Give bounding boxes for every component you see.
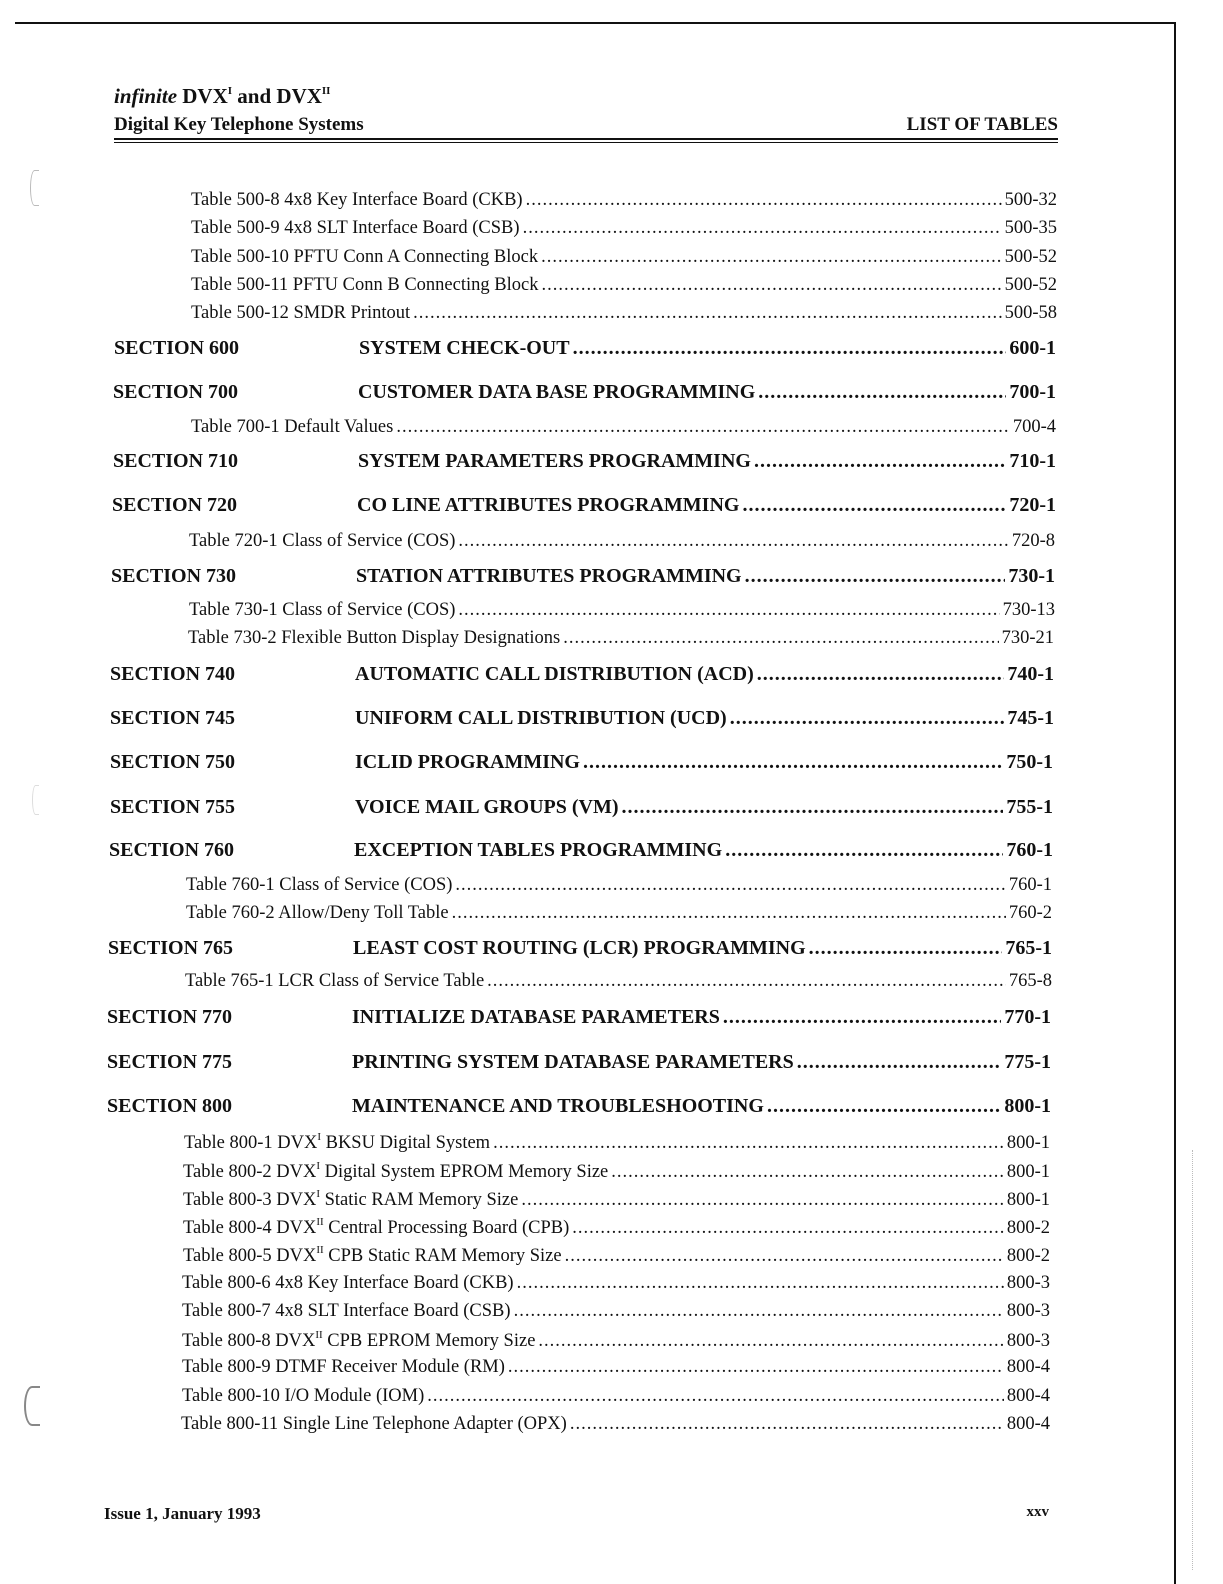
toc-table-entry: [191, 303, 1057, 324]
dot-leader: [583, 751, 1003, 774]
entry-page-number: 720-8: [1011, 531, 1055, 551]
dot-leader: [538, 1331, 1003, 1352]
scan-artifact: [1192, 1150, 1193, 1570]
document-subtitle: Digital Key Telephone Systems: [114, 114, 364, 135]
entry-title: Table 800-6 4x8 Key Interface Board (CKB): [182, 1273, 514, 1293]
dot-leader: [754, 450, 1006, 473]
entry-page-number: 760-1: [1008, 875, 1052, 895]
entry-page-number: 800-4: [1006, 1357, 1050, 1377]
entry-title: INITIALIZE DATABASE PARAMETERS: [352, 1006, 720, 1028]
entry-title: SYSTEM CHECK-OUT: [359, 337, 570, 359]
dot-leader: [458, 600, 999, 621]
entry-title: UNIFORM CALL DISTRIBUTION (UCD): [355, 707, 727, 729]
entry-title-superscript: I: [316, 1188, 320, 1200]
page-footer: [104, 1504, 1049, 1524]
dot-leader: [758, 381, 1006, 404]
entry-page-number: 800-3: [1006, 1331, 1050, 1351]
entry-page-number: 755-1: [1006, 796, 1053, 818]
entry-title: Table 500-11 PFTU Conn B Connecting Block: [191, 275, 539, 295]
section-number: SECTION 740: [110, 663, 236, 685]
section-number: SECTION 745: [110, 707, 236, 729]
section-number: SECTION 755: [110, 796, 236, 818]
entry-title: Table 765-1 LCR Class of Service Table: [185, 971, 485, 991]
page-number: xxv: [1026, 1504, 1049, 1520]
brand-model-2-sup: II: [321, 85, 331, 97]
page-border-right: [1174, 22, 1176, 1584]
brand-model-1-sup: I: [227, 85, 233, 97]
toc-table-entry: [183, 1188, 1050, 1211]
toc-table-entry: [188, 628, 1054, 649]
entry-page-number: 730-13: [1002, 600, 1055, 620]
entry-page-number: 800-2: [1006, 1218, 1050, 1238]
entry-page-number: 500-52: [1004, 275, 1057, 295]
entry-page-number: 765-1: [1005, 937, 1052, 959]
entry-page-number: 500-32: [1004, 190, 1057, 210]
dot-leader: [725, 839, 1003, 862]
entry-title: MAINTENANCE AND TROUBLESHOOTING: [352, 1095, 764, 1117]
entry-title: VOICE MAIL GROUPS (VM): [355, 796, 619, 818]
dot-leader: [458, 531, 1008, 552]
toc-section-entry: [110, 796, 1053, 819]
entry-page-number: 730-1: [1008, 565, 1055, 587]
entry-title: SYSTEM PARAMETERS PROGRAMMING: [358, 450, 751, 472]
dot-leader: [413, 303, 1001, 324]
dot-leader: [742, 494, 1006, 517]
entry-page-number: 730-21: [1001, 628, 1054, 648]
dot-leader: [730, 707, 1005, 730]
toc-table-entry: [191, 417, 1056, 438]
dot-leader: [455, 875, 1005, 896]
entry-page-number: 800-1: [1006, 1133, 1050, 1153]
entry-title: AUTOMATIC CALL DISTRIBUTION (ACD): [355, 663, 754, 685]
dot-leader: [767, 1095, 1001, 1118]
dot-leader: [622, 796, 1004, 819]
entry-page-number: 745-1: [1007, 707, 1054, 729]
entry-title: [183, 1160, 608, 1183]
dot-leader: [526, 190, 1002, 211]
entry-page-number: 800-1: [1006, 1190, 1050, 1210]
entry-title-part: Table 800-5 DVX: [183, 1246, 317, 1266]
entry-page-number: 710-1: [1009, 450, 1056, 472]
scan-artifact: [24, 1386, 40, 1426]
section-number: SECTION 775: [107, 1051, 233, 1073]
toc-section-entry: [110, 663, 1054, 686]
dot-leader: [757, 663, 1005, 686]
brand-line: [114, 84, 1058, 110]
entry-title-part: Table 800-1 DVX: [184, 1133, 318, 1153]
entry-title: Table 800-9 DTMF Receiver Module (RM): [182, 1357, 505, 1377]
toc-table-entry: [182, 1273, 1050, 1294]
toc-section-entry: [113, 450, 1056, 473]
dot-leader: [541, 247, 1001, 268]
dot-leader: [797, 1051, 1002, 1074]
dot-leader: [396, 417, 1010, 438]
dot-leader: [517, 1273, 1004, 1294]
toc-section-entry: [113, 381, 1056, 404]
entry-title: Table 500-9 4x8 SLT Interface Board (CSB): [191, 218, 520, 238]
brand-model-2: DVX: [276, 84, 322, 108]
entry-title: Table 760-2 Allow/Deny Toll Table: [186, 903, 449, 923]
dot-leader: [521, 1190, 1004, 1211]
toc-section-entry: [110, 751, 1053, 774]
toc-table-entry: [191, 247, 1057, 268]
entry-title: Table 730-2 Flexible Button Display Designations: [188, 628, 561, 648]
entry-title: ICLID PROGRAMMING: [355, 751, 580, 773]
toc-section-entry: [107, 1006, 1051, 1029]
dot-leader: [723, 1006, 1001, 1029]
entry-page-number: 800-3: [1006, 1301, 1050, 1321]
page-header: [114, 84, 1058, 143]
entry-title: [183, 1216, 569, 1239]
brand-name: infinite: [114, 84, 178, 108]
entry-page-number: 740-1: [1007, 663, 1054, 685]
entry-page-number: 800-4: [1006, 1386, 1050, 1406]
toc-table-entry: [183, 1244, 1050, 1267]
section-title: LIST OF TABLES: [906, 114, 1058, 135]
section-number: SECTION 750: [110, 751, 236, 773]
dot-leader: [452, 903, 1006, 924]
toc-section-entry: [114, 337, 1056, 360]
toc-section-entry: [107, 1051, 1051, 1074]
entry-title: Table 800-7 4x8 SLT Interface Board (CSB): [182, 1301, 511, 1321]
entry-page-number: 750-1: [1006, 751, 1053, 773]
toc-table-entry: [189, 600, 1055, 621]
entry-page-number: 800-2: [1006, 1246, 1050, 1266]
section-number: SECTION 800: [107, 1095, 233, 1117]
entry-title-part: Table 800-8 DVX: [182, 1331, 316, 1351]
dot-leader: [493, 1133, 1004, 1154]
section-number: SECTION 760: [109, 839, 235, 861]
entry-title-part: Table 800-2 DVX: [183, 1162, 317, 1182]
toc-section-entry: [108, 937, 1052, 960]
dot-leader: [809, 937, 1003, 960]
entry-title-part: Digital System EPROM Memory Size: [319, 1162, 609, 1182]
scan-artifact: [32, 785, 39, 815]
dot-leader: [563, 628, 998, 649]
brand-model-1: DVX: [182, 84, 228, 108]
entry-page-number: 700-4: [1012, 417, 1056, 437]
entry-title: STATION ATTRIBUTES PROGRAMMING: [356, 565, 742, 587]
entry-page-number: 600-1: [1009, 337, 1056, 359]
dot-leader: [573, 337, 1007, 360]
entry-title-superscript: II: [315, 1329, 323, 1341]
toc-table-entry: [183, 1216, 1050, 1239]
entry-page-number: 800-1: [1006, 1162, 1050, 1182]
toc-table-entry: [186, 875, 1052, 896]
entry-title-part: BKSU Digital System: [320, 1133, 491, 1153]
entry-page-number: 760-1: [1006, 839, 1053, 861]
entry-title-superscript: I: [317, 1131, 321, 1143]
entry-title: LEAST COST ROUTING (LCR) PROGRAMMING: [353, 937, 806, 959]
toc-table-entry: [184, 1131, 1050, 1154]
entry-page-number: 500-52: [1004, 247, 1057, 267]
toc-table-entry: [191, 275, 1057, 296]
toc-table-entry: [191, 218, 1057, 239]
entry-title: Table 800-11 Single Line Telephone Adapter (OPX): [181, 1414, 567, 1434]
toc-section-entry: [109, 839, 1053, 862]
page-border-top: [15, 22, 1175, 24]
entry-page-number: 800-1: [1004, 1095, 1051, 1117]
toc-table-entry: [183, 1160, 1050, 1183]
toc-section-entry: [110, 707, 1054, 730]
section-number: SECTION 730: [111, 565, 237, 587]
dot-leader: [570, 1414, 1004, 1435]
dot-leader: [572, 1218, 1004, 1239]
entry-title: Table 760-1 Class of Service (COS): [186, 875, 453, 895]
issue-date: Issue 1, January 1993: [104, 1504, 261, 1523]
dot-leader: [523, 218, 1002, 239]
header-divider: [114, 142, 1058, 143]
entry-title: CO LINE ATTRIBUTES PROGRAMMING: [357, 494, 740, 516]
entry-title: [183, 1188, 518, 1211]
section-number: SECTION 720: [112, 494, 238, 516]
entry-page-number: 765-8: [1008, 971, 1052, 991]
dot-leader: [541, 275, 1001, 296]
section-number: SECTION 710: [113, 450, 239, 472]
entry-page-number: 800-4: [1006, 1414, 1050, 1434]
entry-title: CUSTOMER DATA BASE PROGRAMMING: [358, 381, 756, 403]
toc-table-entry: [189, 531, 1055, 552]
toc-table-entry: [182, 1357, 1050, 1378]
dot-leader: [487, 971, 1006, 992]
entry-title: Table 500-12 SMDR Printout: [191, 303, 411, 323]
entry-title-part: Table 800-4 DVX: [183, 1218, 317, 1238]
dot-leader: [565, 1246, 1004, 1267]
entry-title-part: Central Processing Board (CPB): [323, 1218, 570, 1238]
entry-title: EXCEPTION TABLES PROGRAMMING: [354, 839, 723, 861]
brand-and: and: [237, 84, 272, 108]
header-row: [114, 110, 1058, 136]
dot-leader: [508, 1357, 1004, 1378]
dot-leader: [514, 1301, 1004, 1322]
entry-title-part: Static RAM Memory Size: [319, 1190, 519, 1210]
scan-artifact: [30, 170, 39, 206]
entry-title: [182, 1329, 535, 1352]
entry-page-number: 500-35: [1004, 218, 1057, 238]
entry-title: Table 720-1 Class of Service (COS): [189, 531, 456, 551]
section-number: SECTION 600: [114, 337, 240, 359]
section-number: SECTION 770: [107, 1006, 233, 1028]
dot-leader: [427, 1386, 1004, 1407]
toc-section-entry: [112, 494, 1056, 517]
toc-section-entry: [107, 1095, 1051, 1118]
entry-title: Table 500-10 PFTU Conn A Connecting Block: [191, 247, 539, 267]
entry-title-part: CPB EPROM Memory Size: [322, 1331, 536, 1351]
toc-table-entry: [185, 971, 1052, 992]
entry-title: PRINTING SYSTEM DATABASE PARAMETERS: [352, 1051, 794, 1073]
entry-page-number: 720-1: [1009, 494, 1056, 516]
toc-section-entry: [111, 565, 1055, 588]
entry-page-number: 500-58: [1004, 303, 1057, 323]
toc-table-entry: [182, 1386, 1050, 1407]
entry-page-number: 775-1: [1004, 1051, 1051, 1073]
entry-page-number: 800-3: [1006, 1273, 1050, 1293]
section-number: SECTION 700: [113, 381, 239, 403]
entry-title: [183, 1244, 562, 1267]
toc-table-entry: [191, 190, 1057, 211]
entry-title: Table 730-1 Class of Service (COS): [189, 600, 456, 620]
section-number: SECTION 765: [108, 937, 234, 959]
toc-table-entry: [182, 1329, 1050, 1352]
dot-leader: [611, 1162, 1004, 1183]
entry-title-superscript: II: [316, 1216, 324, 1228]
entry-title-part: Table 800-3 DVX: [183, 1190, 317, 1210]
entry-title-superscript: I: [316, 1160, 320, 1172]
toc-table-entry: [186, 903, 1052, 924]
entry-page-number: 760-2: [1008, 903, 1052, 923]
entry-title-part: CPB Static RAM Memory Size: [323, 1246, 562, 1266]
entry-title-superscript: II: [316, 1244, 324, 1256]
entry-title: Table 500-8 4x8 Key Interface Board (CKB): [191, 190, 523, 210]
entry-title: Table 800-10 I/O Module (IOM): [182, 1386, 425, 1406]
header-divider: [114, 138, 1058, 140]
entry-page-number: 770-1: [1004, 1006, 1051, 1028]
entry-page-number: 700-1: [1009, 381, 1056, 403]
entry-title: [184, 1131, 490, 1154]
toc-table-entry: [182, 1301, 1050, 1322]
entry-title: Table 700-1 Default Values: [191, 417, 394, 437]
toc-table-entry: [181, 1414, 1050, 1435]
dot-leader: [745, 565, 1006, 588]
